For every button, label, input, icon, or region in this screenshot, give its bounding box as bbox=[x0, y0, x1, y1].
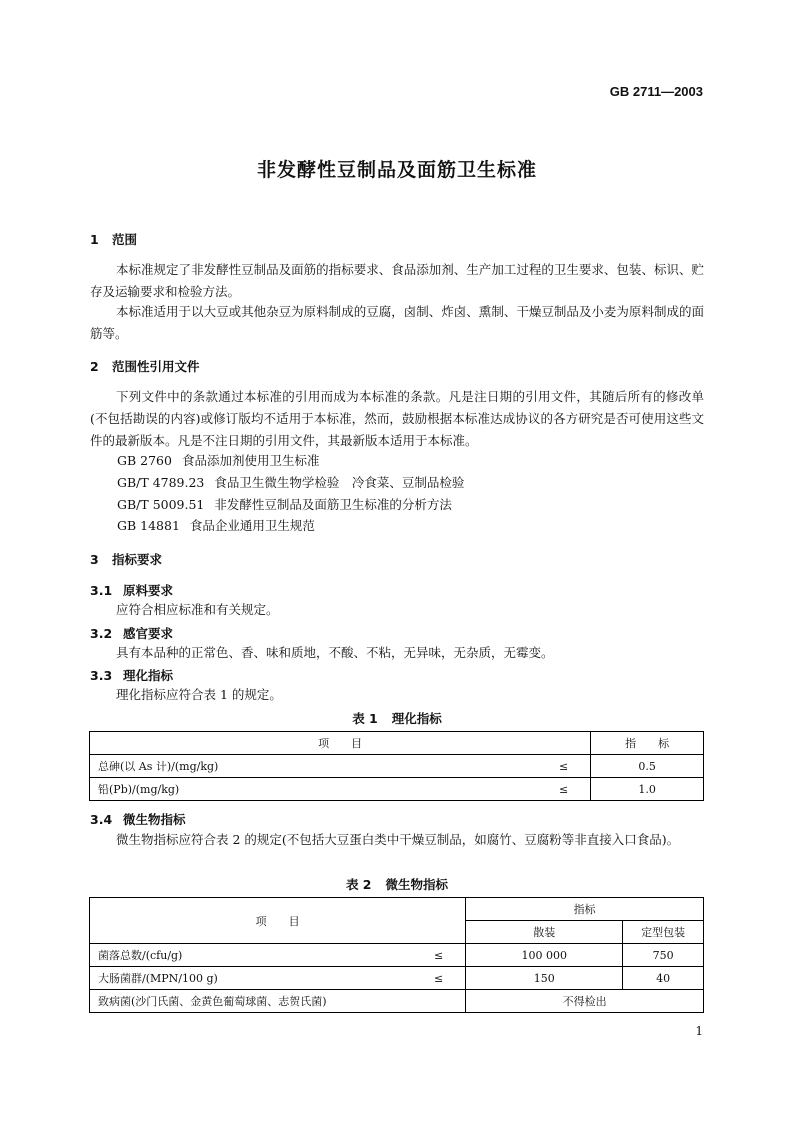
subsection-number: 3.3 bbox=[90, 668, 113, 683]
subsection-title: 微生物指标 bbox=[123, 812, 186, 827]
table-2 bbox=[89, 897, 704, 1013]
row-name: 致病菌(沙门氏菌、金黄色葡萄球菌、志贺氏菌) bbox=[90, 990, 466, 1013]
reference-item bbox=[117, 450, 319, 472]
subsection-3-2-heading bbox=[90, 624, 173, 642]
table-header-row bbox=[90, 898, 704, 921]
subsection-title: 理化指标 bbox=[123, 668, 174, 683]
section-number: 3 bbox=[90, 552, 99, 567]
row-bulk-value: 150 bbox=[466, 967, 623, 990]
header-item: 项 目 bbox=[90, 898, 466, 944]
section-1-paragraph-2: 本标准适用于以大豆或其他杂豆为原料制成的豆腐，卤制、炸卤、熏制、干燥豆制品及小麦为原料制成的面筋等。 bbox=[90, 304, 704, 341]
subsection-title: 原料要求 bbox=[123, 583, 174, 598]
section-title: 范围性引用文件 bbox=[112, 359, 200, 374]
table-caption-text: 理化指标 bbox=[391, 711, 442, 726]
subsection-title: 感官要求 bbox=[123, 626, 174, 641]
section-title: 指标要求 bbox=[112, 552, 163, 567]
reference-title: 食品企业通用卫生规范 bbox=[189, 518, 315, 533]
row-name: 总砷(以 As 计)/(mg/kg) bbox=[90, 755, 531, 778]
table-header-row bbox=[90, 732, 704, 755]
row-packaged-value: 750 bbox=[623, 944, 704, 967]
section-number: 1 bbox=[90, 232, 99, 247]
subsection-3-4-paragraph: 微生物指标应符合表 2 的规定(不包括大豆蛋白类中干燥豆制品，如腐竹、豆腐粉等非直接入口食品)。 bbox=[116, 832, 680, 847]
row-value: 0.5 bbox=[591, 755, 704, 778]
header-bulk: 散装 bbox=[466, 921, 623, 944]
reference-code: GB 14881 bbox=[117, 518, 180, 533]
row-operator: ≤ bbox=[405, 967, 466, 990]
table-caption-text: 微生物指标 bbox=[385, 877, 449, 892]
page-number: 1 bbox=[695, 1024, 703, 1038]
standard-code: GB 2711—2003 bbox=[609, 84, 703, 99]
row-name: 大肠菌群/(MPN/100 g) bbox=[90, 967, 406, 990]
table-label: 表 1 bbox=[352, 711, 378, 726]
table-2-caption bbox=[0, 875, 794, 893]
subsection-3-1-heading bbox=[90, 581, 173, 599]
subsection-number: 3.2 bbox=[90, 626, 113, 641]
row-packaged-value: 40 bbox=[623, 967, 704, 990]
reference-title: 非发酵性豆制品及面筋卫生标准的分析方法 bbox=[214, 497, 452, 512]
reference-item bbox=[117, 472, 464, 494]
section-2-paragraph: 下列文件中的条款通过本标准的引用而成为本标准的条款。凡是注日期的引用文件，其随后所有的修改单(不包括勘误的内容)或修订版均不适用于本标准，然而，鼓励根据本标准达成协议的各方研究是否可使用这些文件的最新版本。凡是不注日期的引用文件，其最新版本适用于本标准。 bbox=[90, 389, 704, 448]
header-item: 项 目 bbox=[90, 732, 591, 755]
table-1-caption bbox=[0, 709, 794, 727]
reference-code: GB/T 5009.51 bbox=[117, 497, 205, 512]
table-label: 表 2 bbox=[345, 877, 372, 892]
section-number: 2 bbox=[90, 359, 99, 374]
header-index: 指 标 bbox=[591, 732, 704, 755]
row-value: 不得检出 bbox=[466, 990, 704, 1013]
page-title: 非发酵性豆制品及面筋卫生标准 bbox=[256, 159, 537, 181]
row-operator: ≤ bbox=[530, 778, 591, 801]
subsection-3-3-paragraph: 理化指标应符合表 1 的规定。 bbox=[116, 687, 282, 702]
subsection-number: 3.4 bbox=[90, 812, 113, 827]
subsection-3-1-paragraph: 应符合相应标准和有关规定。 bbox=[116, 602, 279, 617]
subsection-3-2-paragraph: 具有本品种的正常色、香、味和质地，不酸、不粘，无异味，无杂质，无霉变。 bbox=[116, 645, 554, 660]
reference-code: GB 2760 bbox=[117, 453, 172, 468]
table-row bbox=[90, 990, 704, 1013]
row-operator: ≤ bbox=[530, 755, 591, 778]
reference-title: 食品添加剂使用卫生标准 bbox=[181, 453, 320, 468]
reference-item bbox=[117, 515, 315, 537]
section-2-heading bbox=[90, 357, 200, 375]
section-3-heading bbox=[90, 550, 162, 568]
table-row bbox=[90, 944, 704, 967]
section-1-paragraph-1: 本标准规定了非发酵性豆制品及面筋的指标要求、食品添加剂、生产加工过程的卫生要求、包装、标识、贮存及运输要求和检验方法。 bbox=[90, 262, 704, 299]
table-row bbox=[90, 755, 704, 778]
row-operator: ≤ bbox=[405, 944, 466, 967]
section-1-heading bbox=[90, 230, 137, 248]
table-row bbox=[90, 778, 704, 801]
reference-title: 食品卫生微生物学检验 冷食菜、豆制品检验 bbox=[214, 475, 465, 490]
reference-item bbox=[117, 494, 452, 516]
section-title: 范围 bbox=[112, 232, 138, 247]
row-bulk-value: 100 000 bbox=[466, 944, 623, 967]
subsection-number: 3.1 bbox=[90, 583, 113, 598]
table-1 bbox=[89, 731, 704, 801]
row-name: 菌落总数/(cfu/g) bbox=[90, 944, 406, 967]
row-name: 铅(Pb)/(mg/kg) bbox=[90, 778, 531, 801]
row-value: 1.0 bbox=[591, 778, 704, 801]
header-index: 指标 bbox=[466, 898, 704, 921]
header-packaged: 定型包装 bbox=[623, 921, 704, 944]
subsection-3-4-heading bbox=[90, 810, 186, 828]
table-row bbox=[90, 967, 704, 990]
reference-code: GB/T 4789.23 bbox=[117, 475, 205, 490]
subsection-3-3-heading bbox=[90, 666, 173, 684]
